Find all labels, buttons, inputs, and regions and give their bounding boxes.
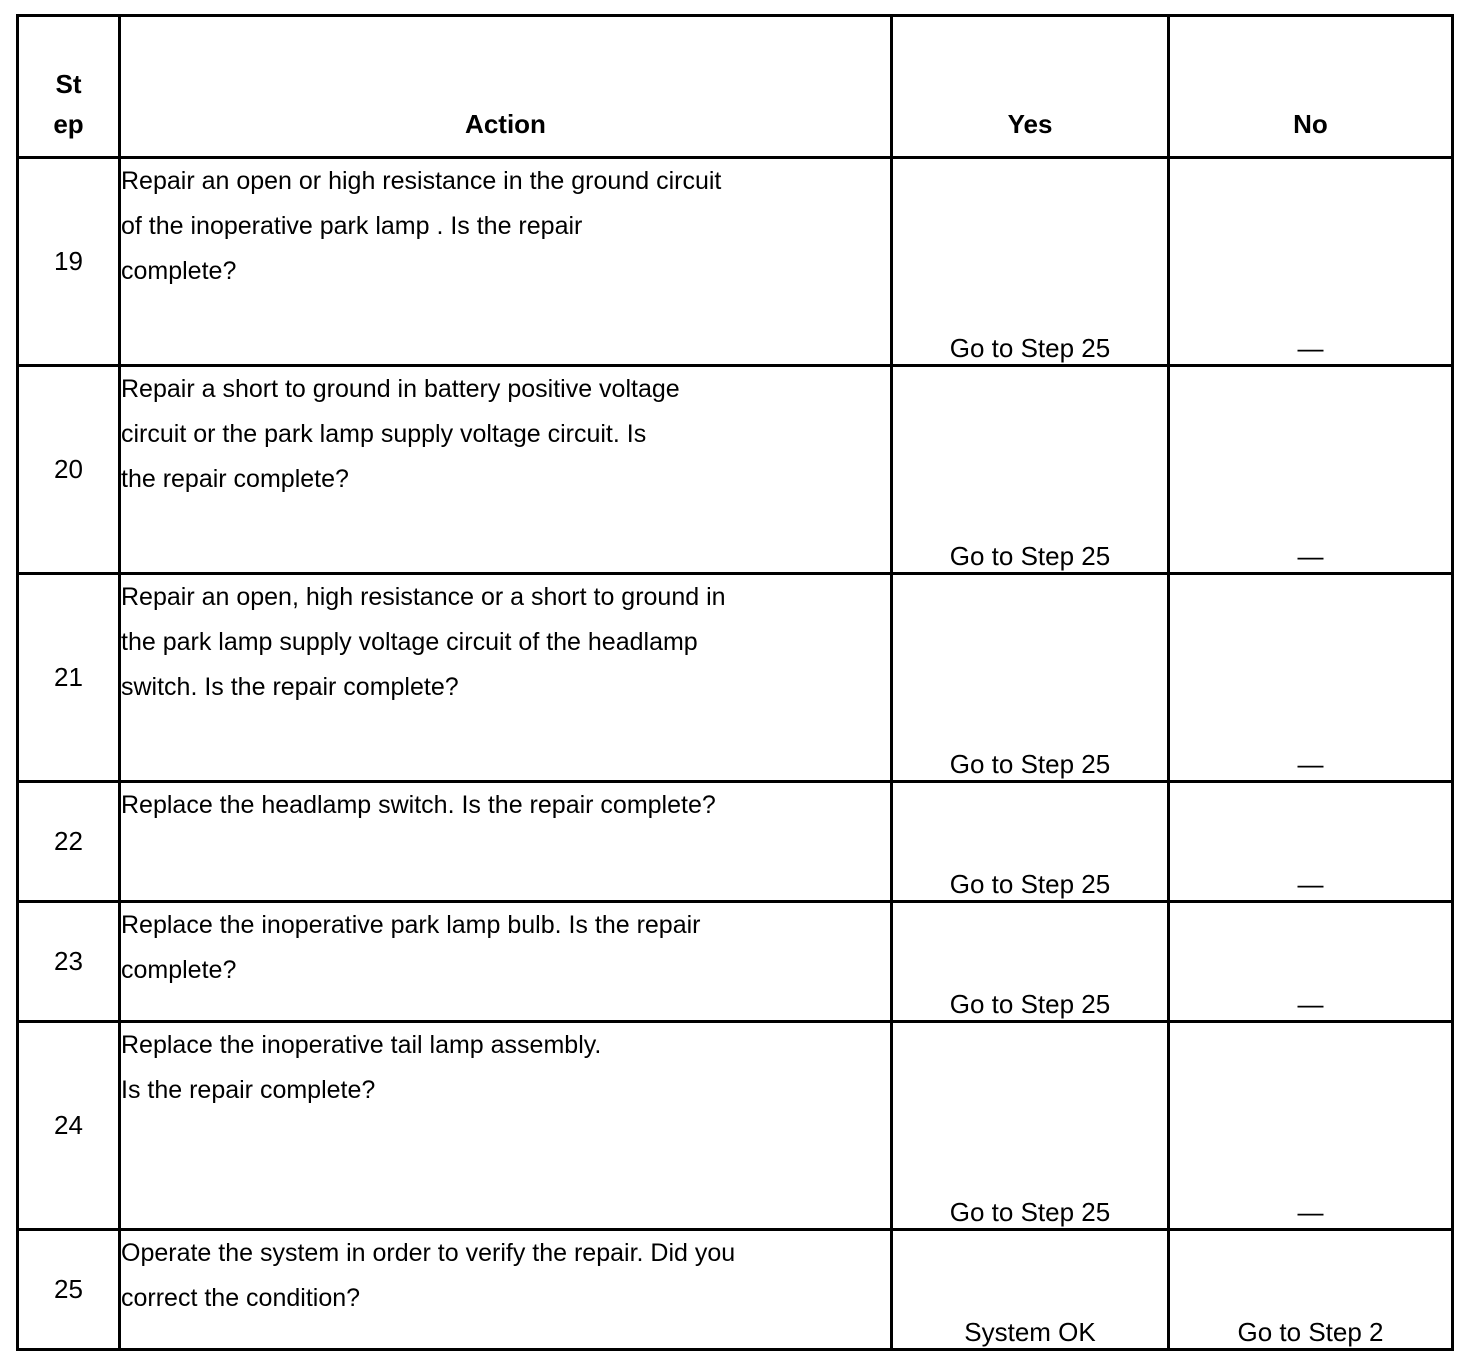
action-text [120,366,892,574]
diagnostic-table [16,14,1454,1351]
action-line: Replace the headlamp switch. Is the repair complete? [121,791,716,819]
action-line: Replace the inoperative park lamp bulb. Is the repair [121,911,701,939]
step-number: 24 [18,1022,120,1230]
step-number: 19 [18,158,120,366]
action-text [120,782,892,902]
action-line: complete? [121,257,237,285]
yes-result: Go to Step 25 [892,366,1169,574]
no-result: — [1169,574,1453,782]
action-line: circuit or the park lamp supply voltage circuit. Is [121,420,647,448]
no-result: — [1169,158,1453,366]
step-number: 20 [18,366,120,574]
no-result: — [1169,366,1453,574]
table-row [18,782,1453,902]
header-step [18,16,120,158]
no-result: — [1169,782,1453,902]
step-number: 23 [18,902,120,1022]
yes-result: System OK [892,1230,1169,1350]
yes-result: Go to Step 25 [892,782,1169,902]
action-line: the repair complete? [121,465,349,493]
table-row [18,1022,1453,1230]
no-result: — [1169,902,1453,1022]
header-no: No [1169,16,1453,158]
header-step-line: St [55,69,82,99]
action-line: Repair an open, high resistance or a short to ground in [121,583,726,611]
header-action: Action [120,16,892,158]
header-yes: Yes [892,16,1169,158]
action-line: Repair an open or high resistance in the ground circuit [121,167,722,195]
action-text [120,574,892,782]
action-text [120,902,892,1022]
table-row [18,158,1453,366]
header-step-line: ep [53,109,84,139]
table-row [18,574,1453,782]
table-row [18,902,1453,1022]
action-line: correct the condition? [121,1284,361,1312]
step-number: 25 [18,1230,120,1350]
yes-result: Go to Step 25 [892,158,1169,366]
step-number: 21 [18,574,120,782]
action-line: Is the repair complete? [121,1076,376,1104]
action-line: switch. Is the repair complete? [121,673,459,701]
action-text [120,1230,892,1350]
action-line: complete? [121,956,237,984]
action-text [120,1022,892,1230]
action-line: the park lamp supply voltage circuit of the headlamp [121,628,698,656]
action-line: Replace the inoperative tail lamp assembly. [121,1031,602,1059]
action-line: of the inoperative park lamp . Is the repair [121,212,583,240]
action-line: Operate the system in order to verify the repair. Did you [121,1239,736,1267]
header-row [18,16,1453,158]
yes-result: Go to Step 25 [892,1022,1169,1230]
step-number: 22 [18,782,120,902]
action-text [120,158,892,366]
no-result: Go to Step 2 [1169,1230,1453,1350]
yes-result: Go to Step 25 [892,574,1169,782]
no-result: — [1169,1022,1453,1230]
table-row [18,1230,1453,1350]
action-line: Repair a short to ground in battery positive voltage [121,375,680,403]
table-row [18,366,1453,574]
yes-result: Go to Step 25 [892,902,1169,1022]
